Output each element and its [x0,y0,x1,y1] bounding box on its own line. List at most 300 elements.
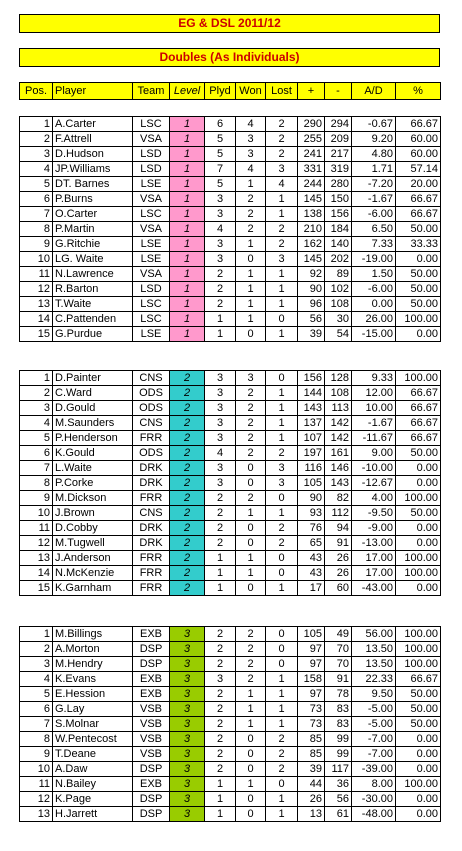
cell-played: 2 [205,506,236,521]
cell-lost: 0 [266,551,298,566]
cell-level: 3 [170,702,205,717]
cell-played: 5 [205,177,236,192]
cell-average-difference: -43.00 [352,581,396,596]
cell-won: 1 [236,702,266,717]
cell-played: 1 [205,566,236,581]
cell-points-for: 210 [298,222,325,237]
cell-pos: 5 [20,687,53,702]
cell-pos: 1 [20,371,53,386]
cell-player: F.Attrell [53,132,133,147]
cell-team: VSA [133,132,170,147]
table-row [20,717,441,732]
cell-average-difference: -12.67 [352,476,396,491]
cell-average-difference: 9.20 [352,132,396,147]
cell-won: 2 [236,386,266,401]
cell-player: G.Lay [53,702,133,717]
cell-percent: 66.67 [396,386,441,401]
cell-played: 1 [205,581,236,596]
cell-level: 2 [170,371,205,386]
cell-lost: 3 [266,476,298,491]
cell-player: D.Painter [53,371,133,386]
cell-won: 0 [236,536,266,551]
cell-played: 2 [205,491,236,506]
cell-points-against: 108 [325,297,352,312]
cell-points-against: 61 [325,807,352,822]
header-player: Player [53,83,133,100]
header-played: Plyd [205,83,236,100]
cell-points-for: 92 [298,267,325,282]
cell-pos: 6 [20,446,53,461]
cell-percent: 50.00 [396,222,441,237]
cell-won: 0 [236,581,266,596]
cell-points-for: 90 [298,282,325,297]
cell-points-for: 97 [298,687,325,702]
cell-lost: 1 [266,431,298,446]
cell-played: 2 [205,642,236,657]
cell-average-difference: -9.50 [352,506,396,521]
table-row [20,147,441,162]
cell-pos: 13 [20,297,53,312]
cell-lost: 1 [266,267,298,282]
cell-percent: 100.00 [396,566,441,581]
cell-player: P.Burns [53,192,133,207]
cell-pos: 2 [20,386,53,401]
cell-team: VSB [133,732,170,747]
cell-lost: 1 [266,401,298,416]
cell-won: 2 [236,491,266,506]
cell-lost: 1 [266,581,298,596]
cell-average-difference: -1.67 [352,416,396,431]
table-row [20,237,441,252]
cell-points-for: 26 [298,792,325,807]
cell-pos: 14 [20,312,53,327]
cell-team: VSA [133,192,170,207]
cell-points-for: 85 [298,747,325,762]
cell-points-for: 73 [298,717,325,732]
cell-lost: 2 [266,132,298,147]
cell-lost: 4 [266,177,298,192]
cell-pos: 11 [20,521,53,536]
cell-points-against: 82 [325,491,352,506]
cell-points-for: 39 [298,327,325,342]
cell-level: 2 [170,491,205,506]
cell-lost: 2 [266,747,298,762]
cell-points-against: 113 [325,401,352,416]
cell-percent: 100.00 [396,657,441,672]
header-level: Level [170,83,205,100]
cell-won: 1 [236,551,266,566]
cell-player: P.Martin [53,222,133,237]
cell-level: 2 [170,476,205,491]
cell-team: VSA [133,222,170,237]
cell-player: J.Anderson [53,551,133,566]
cell-percent: 50.00 [396,297,441,312]
cell-player: D.Gould [53,401,133,416]
cell-team: VSB [133,747,170,762]
cell-level: 2 [170,551,205,566]
cell-lost: 1 [266,282,298,297]
cell-points-against: 217 [325,147,352,162]
cell-average-difference: 13.50 [352,657,396,672]
cell-team: FRR [133,431,170,446]
cell-played: 1 [205,777,236,792]
cell-average-difference: -19.00 [352,252,396,267]
cell-team: ODS [133,386,170,401]
cell-points-for: 145 [298,252,325,267]
cell-points-for: 244 [298,177,325,192]
cell-average-difference: -7.20 [352,177,396,192]
cell-team: LSC [133,117,170,132]
cell-won: 2 [236,401,266,416]
cell-average-difference: 10.00 [352,401,396,416]
table-row [20,642,441,657]
cell-percent: 0.00 [396,762,441,777]
cell-player: N.Bailey [53,777,133,792]
cell-level: 1 [170,297,205,312]
cell-won: 1 [236,297,266,312]
cell-points-for: 197 [298,446,325,461]
cell-pos: 12 [20,282,53,297]
cell-won: 0 [236,252,266,267]
cell-team: LSE [133,327,170,342]
table-row [20,687,441,702]
table-row [20,431,441,446]
cell-percent: 0.00 [396,252,441,267]
cell-percent: 100.00 [396,551,441,566]
cell-average-difference: 8.00 [352,777,396,792]
cell-level: 3 [170,792,205,807]
cell-percent: 66.67 [396,192,441,207]
cell-player: A.Carter [53,117,133,132]
cell-percent: 0.00 [396,732,441,747]
cell-points-against: 156 [325,207,352,222]
cell-average-difference: 12.00 [352,386,396,401]
cell-team: EXB [133,627,170,642]
header-team: Team [133,83,170,100]
cell-percent: 57.14 [396,162,441,177]
cell-played: 2 [205,657,236,672]
cell-points-for: 73 [298,702,325,717]
cell-percent: 100.00 [396,371,441,386]
cell-pos: 5 [20,431,53,446]
cell-team: LSE [133,237,170,252]
cell-percent: 100.00 [396,312,441,327]
cell-points-against: 209 [325,132,352,147]
table-row [20,551,441,566]
cell-played: 3 [205,237,236,252]
cell-won: 2 [236,672,266,687]
cell-played: 3 [205,461,236,476]
cell-average-difference: 13.50 [352,642,396,657]
cell-average-difference: -15.00 [352,327,396,342]
cell-percent: 66.67 [396,416,441,431]
cell-percent: 60.00 [396,132,441,147]
cell-won: 1 [236,312,266,327]
cell-level: 2 [170,566,205,581]
cell-lost: 1 [266,687,298,702]
cell-level: 1 [170,237,205,252]
table-row [20,536,441,551]
level-1-table [19,116,441,342]
cell-player: JP.Williams [53,162,133,177]
cell-team: DRK [133,536,170,551]
level-3-table [19,626,441,822]
cell-team: FRR [133,566,170,581]
table-row [20,491,441,506]
cell-pos: 11 [20,267,53,282]
cell-player: K.Garnham [53,581,133,596]
cell-played: 3 [205,386,236,401]
cell-played: 2 [205,297,236,312]
cell-points-against: 142 [325,431,352,446]
cell-points-for: 97 [298,657,325,672]
cell-average-difference: -6.00 [352,207,396,222]
cell-percent: 50.00 [396,282,441,297]
cell-level: 1 [170,312,205,327]
cell-won: 1 [236,777,266,792]
cell-pos: 3 [20,401,53,416]
cell-level: 3 [170,642,205,657]
cell-average-difference: 22.33 [352,672,396,687]
cell-level: 1 [170,282,205,297]
cell-played: 4 [205,446,236,461]
cell-player: K.Evans [53,672,133,687]
cell-pos: 3 [20,147,53,162]
cell-points-for: 93 [298,506,325,521]
cell-player: D.Hudson [53,147,133,162]
cell-lost: 0 [266,491,298,506]
cell-player: O.Carter [53,207,133,222]
cell-won: 1 [236,267,266,282]
cell-points-against: 161 [325,446,352,461]
cell-points-for: 255 [298,132,325,147]
cell-average-difference: -5.00 [352,702,396,717]
cell-level: 3 [170,747,205,762]
table-row [20,702,441,717]
cell-pos: 10 [20,252,53,267]
cell-lost: 2 [266,446,298,461]
cell-average-difference: 4.80 [352,147,396,162]
cell-team: CNS [133,506,170,521]
cell-won: 1 [236,506,266,521]
cell-percent: 100.00 [396,777,441,792]
table-row [20,117,441,132]
cell-played: 2 [205,267,236,282]
cell-won: 4 [236,162,266,177]
cell-percent: 0.00 [396,327,441,342]
cell-points-for: 158 [298,672,325,687]
cell-points-for: 44 [298,777,325,792]
cell-played: 2 [205,747,236,762]
cell-percent: 66.67 [396,207,441,222]
cell-level: 2 [170,581,205,596]
page-title: EG & DSL 2011/12 [19,14,440,33]
cell-pos: 9 [20,747,53,762]
cell-points-against: 102 [325,282,352,297]
cell-pos: 1 [20,117,53,132]
cell-won: 1 [236,177,266,192]
cell-points-against: 202 [325,252,352,267]
table-row [20,627,441,642]
cell-team: LSD [133,162,170,177]
table-row [20,777,441,792]
cell-pos: 15 [20,327,53,342]
cell-points-against: 117 [325,762,352,777]
cell-percent: 66.67 [396,117,441,132]
cell-points-for: 145 [298,192,325,207]
cell-points-for: 90 [298,491,325,506]
table-row [20,132,441,147]
table-row [20,461,441,476]
cell-level: 2 [170,446,205,461]
cell-points-against: 60 [325,581,352,596]
cell-team: FRR [133,551,170,566]
cell-won: 0 [236,476,266,491]
cell-played: 2 [205,627,236,642]
cell-percent: 0.00 [396,461,441,476]
cell-team: DRK [133,521,170,536]
cell-points-against: 142 [325,416,352,431]
cell-won: 1 [236,687,266,702]
table-row [20,401,441,416]
cell-lost: 1 [266,416,298,431]
header-points-against: - [325,83,352,100]
cell-played: 2 [205,762,236,777]
cell-level: 1 [170,147,205,162]
cell-player: C.Pattenden [53,312,133,327]
cell-team: ODS [133,401,170,416]
cell-player: R.Barton [53,282,133,297]
cell-points-against: 150 [325,192,352,207]
cell-level: 2 [170,401,205,416]
header-pos: Pos. [20,83,53,100]
cell-played: 2 [205,521,236,536]
cell-played: 3 [205,476,236,491]
cell-pos: 10 [20,762,53,777]
cell-percent: 100.00 [396,642,441,657]
cell-level: 1 [170,207,205,222]
cell-team: ODS [133,446,170,461]
cell-percent: 50.00 [396,446,441,461]
cell-percent: 0.00 [396,807,441,822]
cell-points-against: 56 [325,792,352,807]
cell-level: 1 [170,162,205,177]
table-row [20,222,441,237]
cell-lost: 1 [266,807,298,822]
cell-level: 2 [170,461,205,476]
cell-points-for: 105 [298,476,325,491]
cell-pos: 12 [20,792,53,807]
cell-points-for: 156 [298,371,325,386]
cell-team: LSC [133,312,170,327]
cell-won: 0 [236,807,266,822]
cell-played: 3 [205,371,236,386]
cell-player: M.Tugwell [53,536,133,551]
cell-won: 0 [236,521,266,536]
cell-lost: 0 [266,657,298,672]
table-row [20,267,441,282]
cell-average-difference: -10.00 [352,461,396,476]
cell-points-against: 146 [325,461,352,476]
cell-lost: 2 [266,732,298,747]
cell-percent: 0.00 [396,747,441,762]
cell-average-difference: 17.00 [352,551,396,566]
cell-points-against: 280 [325,177,352,192]
cell-played: 1 [205,792,236,807]
cell-points-against: 70 [325,642,352,657]
cell-lost: 2 [266,222,298,237]
cell-player: P.Corke [53,476,133,491]
cell-points-for: 96 [298,297,325,312]
cell-won: 2 [236,642,266,657]
cell-team: DRK [133,476,170,491]
cell-pos: 9 [20,237,53,252]
cell-points-against: 94 [325,521,352,536]
cell-player: LG. Waite [53,252,133,267]
cell-average-difference: -0.67 [352,117,396,132]
cell-average-difference: 56.00 [352,627,396,642]
cell-points-against: 83 [325,702,352,717]
table-subtitle: Doubles (As Individuals) [19,48,440,67]
cell-percent: 0.00 [396,476,441,491]
cell-played: 3 [205,416,236,431]
cell-points-for: 17 [298,581,325,596]
cell-points-against: 26 [325,551,352,566]
cell-level: 1 [170,132,205,147]
cell-pos: 4 [20,416,53,431]
cell-lost: 0 [266,312,298,327]
cell-lost: 2 [266,521,298,536]
cell-player: K.Page [53,792,133,807]
table-row [20,581,441,596]
cell-average-difference: -7.00 [352,747,396,762]
cell-lost: 1 [266,192,298,207]
table-row [20,327,441,342]
cell-pos: 1 [20,627,53,642]
cell-lost: 0 [266,642,298,657]
table-row [20,177,441,192]
cell-percent: 66.67 [396,431,441,446]
cell-level: 3 [170,777,205,792]
cell-average-difference: 1.50 [352,267,396,282]
cell-won: 1 [236,566,266,581]
cell-won: 2 [236,431,266,446]
cell-points-against: 36 [325,777,352,792]
table-row [20,807,441,822]
cell-played: 2 [205,717,236,732]
cell-average-difference: -11.67 [352,431,396,446]
cell-average-difference: -30.00 [352,792,396,807]
cell-played: 7 [205,162,236,177]
cell-average-difference: -39.00 [352,762,396,777]
cell-player: T.Waite [53,297,133,312]
cell-pos: 8 [20,476,53,491]
cell-percent: 0.00 [396,521,441,536]
cell-player: N.McKenzie [53,566,133,581]
cell-played: 1 [205,807,236,822]
cell-pos: 2 [20,132,53,147]
cell-player: M.Billings [53,627,133,642]
cell-percent: 100.00 [396,627,441,642]
cell-percent: 50.00 [396,267,441,282]
cell-points-against: 78 [325,687,352,702]
cell-team: LSE [133,177,170,192]
cell-lost: 1 [266,506,298,521]
cell-played: 1 [205,327,236,342]
cell-team: CNS [133,416,170,431]
cell-points-against: 30 [325,312,352,327]
cell-points-against: 108 [325,386,352,401]
